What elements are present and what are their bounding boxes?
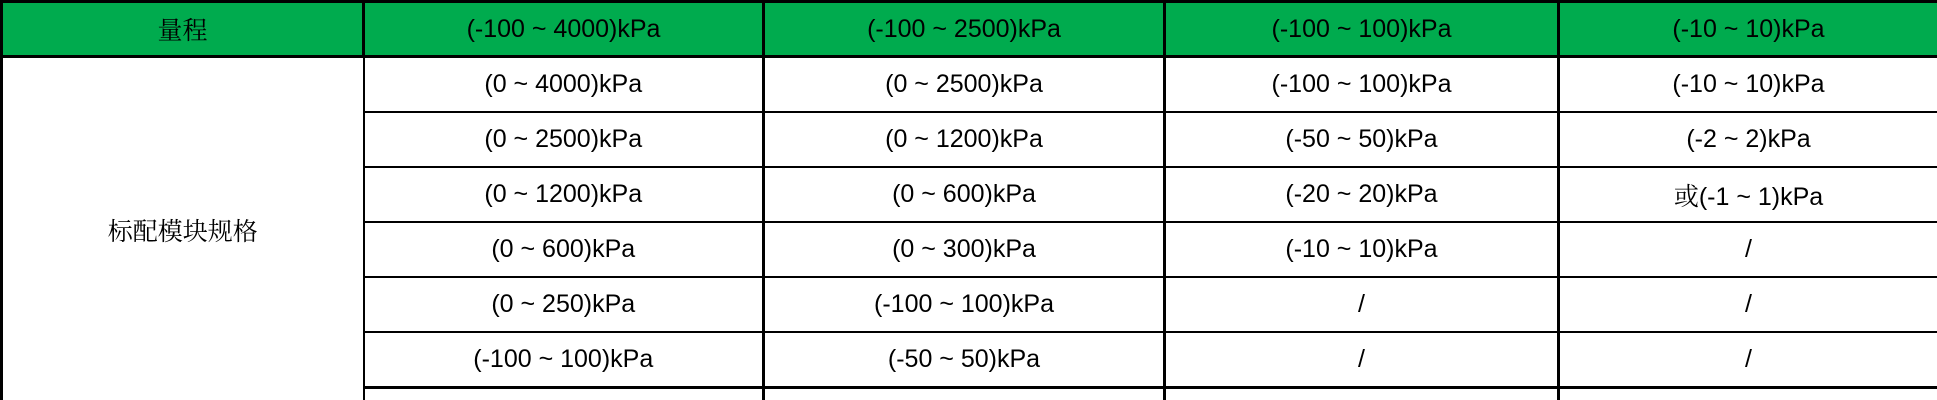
cell-partial-c1	[364, 388, 764, 400]
row-group-label-cell: 标配模块规格	[2, 57, 364, 400]
cell-r1-c2: (0 ~ 2500)kPa	[764, 57, 1165, 113]
cell-r3-c4: 或(-1 ~ 1)kPa	[1559, 167, 1937, 222]
cell-r5-c1: (0 ~ 250)kPa	[364, 277, 764, 332]
cell-r4-c3: (-10 ~ 10)kPa	[1165, 222, 1559, 277]
cell-r4-c4: /	[1559, 222, 1937, 277]
header-cell-range-1: (-100 ~ 4000)kPa	[364, 2, 764, 57]
cell-r2-c2: (0 ~ 1200)kPa	[764, 112, 1165, 167]
cell-r4-c1: (0 ~ 600)kPa	[364, 222, 764, 277]
cell-r3-c3: (-20 ~ 20)kPa	[1165, 167, 1559, 222]
cell-partial-c4	[1559, 388, 1937, 400]
cell-r3-c1: (0 ~ 1200)kPa	[364, 167, 764, 222]
cell-r4-c2: (0 ~ 300)kPa	[764, 222, 1165, 277]
cell-partial-c3	[1165, 388, 1559, 400]
cell-r5-c2: (-100 ~ 100)kPa	[764, 277, 1165, 332]
cell-r6-c4: /	[1559, 332, 1937, 388]
cell-r2-c3: (-50 ~ 50)kPa	[1165, 112, 1559, 167]
header-cell-range-4: (-10 ~ 10)kPa	[1559, 2, 1937, 57]
header-row	[2, 2, 1937, 57]
cell-r3-c2: (0 ~ 600)kPa	[764, 167, 1165, 222]
cell-r2-c4: (-2 ~ 2)kPa	[1559, 112, 1937, 167]
cell-partial-c2	[764, 388, 1165, 400]
cell-r6-c3: /	[1165, 332, 1559, 388]
cell-r6-c2: (-50 ~ 50)kPa	[764, 332, 1165, 388]
cell-r1-c4: (-10 ~ 10)kPa	[1559, 57, 1937, 113]
header-cell-range-2: (-100 ~ 2500)kPa	[764, 2, 1165, 57]
table-row-1	[2, 57, 1937, 113]
cell-r5-c3: /	[1165, 277, 1559, 332]
cell-r5-c4: /	[1559, 277, 1937, 332]
cell-r6-c1: (-100 ~ 100)kPa	[364, 332, 764, 388]
cell-r2-c1: (0 ~ 2500)kPa	[364, 112, 764, 167]
cell-r1-c3: (-100 ~ 100)kPa	[1165, 57, 1559, 113]
header-cell-range-3: (-100 ~ 100)kPa	[1165, 2, 1559, 57]
header-cell-range-label: 量程	[2, 2, 364, 57]
cell-r1-c1: (0 ~ 4000)kPa	[364, 57, 764, 113]
